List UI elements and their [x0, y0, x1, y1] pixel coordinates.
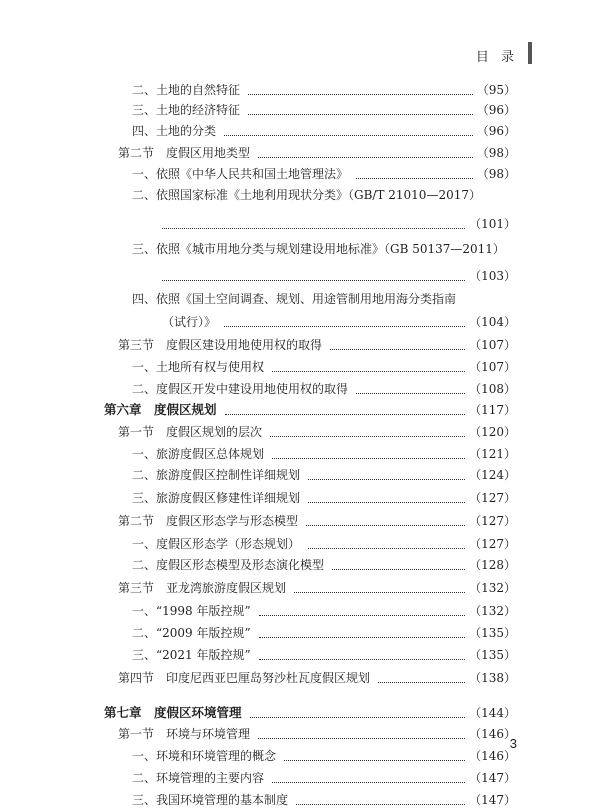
- toc-item-row[interactable]: [0, 488, 604, 508]
- toc-dot-leader: [224, 306, 465, 327]
- toc-entry-label: 二、“2009 年版控规”: [132, 626, 251, 640]
- toc-page-number: （107）: [469, 338, 516, 352]
- toc-dot-leader: [258, 137, 473, 158]
- toc-entry-label: 一、“1998 年版控规”: [132, 604, 251, 618]
- toc-page-number: （146）: [469, 749, 516, 763]
- toc-entry-label: 第三节 度假区建设用地使用权的取得: [118, 338, 323, 352]
- toc-entry-label: 二、土地的自然特征: [132, 83, 241, 97]
- toc-dot-leader: [248, 74, 473, 95]
- toc-page-number: （127）: [469, 491, 516, 505]
- toc-dot-leader: [162, 260, 465, 281]
- toc-page-number: （128）: [469, 558, 516, 572]
- toc-entry-label: 三、依照《城市用地分类与规划建设用地标准》（GB 50137—2011）: [132, 242, 505, 256]
- toc-page-number: （135）: [469, 626, 516, 640]
- toc-dot-leader: [308, 459, 465, 480]
- toc-page-number: （120）: [469, 425, 516, 439]
- toc-page-number: （135）: [469, 648, 516, 662]
- toc-entry-label: 一、依照《中华人民共和国土地管理法》: [132, 167, 349, 181]
- toc-item-row[interactable]: [0, 465, 604, 485]
- toc-page-number: （108）: [469, 382, 516, 396]
- toc-page-number: （147）: [469, 793, 516, 807]
- toc-item-row[interactable]: [0, 239, 604, 259]
- toc-entry-label: 一、环境和环境管理的概念: [132, 749, 277, 763]
- toc-dot-leader: [356, 158, 473, 179]
- toc-page-number: （121）: [469, 447, 516, 461]
- toc-page-number: （124）: [469, 468, 516, 482]
- toc-page-number: （127）: [469, 514, 516, 528]
- toc-section-row[interactable]: [0, 143, 604, 163]
- toc-item-row[interactable]: [0, 266, 604, 286]
- toc-page-number: （98）: [476, 146, 516, 160]
- toc-page-number: （98）: [476, 167, 516, 181]
- toc-dot-leader: [225, 394, 466, 415]
- toc-dot-leader: [296, 784, 465, 805]
- toc-page-number: （147）: [469, 771, 516, 785]
- page-number: 3: [509, 736, 517, 751]
- toc-entry-label: 第二节 度假区用地类型: [118, 146, 251, 160]
- toc-entry-label: 二、环境管理的主要内容: [132, 771, 265, 785]
- toc-dot-leader: [162, 208, 465, 229]
- toc-entry-label: 第四节 印度尼西亚巴厘岛努沙杜瓦度假区规划: [118, 671, 371, 685]
- toc-entry-label: 二、依照国家标准《土地利用现状分类》（GB/T 21010—2017）: [132, 188, 481, 202]
- toc-page-number: （144）: [469, 706, 516, 720]
- toc-page-number: （138）: [469, 671, 516, 685]
- toc-dot-leader: [356, 373, 465, 394]
- toc-dot-leader: [332, 549, 465, 570]
- toc-page-number: （107）: [469, 360, 516, 374]
- toc-page-number: （127）: [469, 537, 516, 551]
- toc-dot-leader: [378, 662, 465, 683]
- toc-item-row[interactable]: [0, 645, 604, 665]
- toc-entry-label: 三、我国环境管理的基本制度: [132, 793, 289, 807]
- toc-dot-leader: [270, 416, 465, 437]
- toc-page-number: （96）: [476, 124, 516, 138]
- toc-item-row[interactable]: [0, 790, 604, 810]
- toc-entry-label: 三、“2021 年版控规”: [132, 648, 251, 662]
- toc-entry-label: 第三节 亚龙湾旅游度假区规划: [118, 581, 287, 595]
- toc-entry-label: 一、土地所有权与使用权: [132, 360, 265, 374]
- toc-entry-label: 二、度假区形态模型及形态演化模型: [132, 558, 325, 572]
- toc-section-row[interactable]: [0, 668, 604, 688]
- toc-entry-label: 第二节 度假区形态学与形态模型: [118, 514, 299, 528]
- toc-dot-leader: [259, 639, 465, 660]
- toc-dot-leader: [306, 505, 465, 526]
- toc-dot-leader: [308, 482, 465, 503]
- toc-page-number: （95）: [476, 83, 516, 97]
- toc-dot-leader: [259, 617, 465, 638]
- toc-dot-leader: [294, 572, 465, 593]
- toc-page-number: （146）: [469, 727, 516, 741]
- toc-item-row[interactable]: [0, 164, 604, 184]
- toc-entry-label: 一、度假区形态学（形态规划）: [132, 537, 301, 551]
- toc-entry-label: 四、土地的分类: [132, 124, 217, 138]
- toc-entry-label: 二、旅游度假区控制性详细规划: [132, 468, 301, 482]
- toc-page-number: （117）: [469, 403, 516, 417]
- toc-item-row[interactable]: [0, 444, 604, 464]
- toc-entry-label: 三、旅游度假区修建性详细规划: [132, 491, 301, 505]
- toc-dot-leader: [272, 438, 465, 459]
- toc-entry-label: 第七章 度假区环境管理: [104, 705, 242, 720]
- toc-entry-label: 二、度假区开发中建设用地使用权的取得: [132, 382, 349, 396]
- toc-dot-leader: [250, 697, 466, 718]
- toc-dot-leader: [224, 115, 473, 136]
- running-header: 目 录: [475, 50, 518, 65]
- toc-entry-label: 第六章 度假区规划: [104, 402, 217, 417]
- toc-item-row[interactable]: [0, 312, 604, 332]
- toc-dot-leader: [248, 94, 473, 115]
- toc-page-number: （104）: [469, 315, 516, 329]
- toc-entry-label: 一、旅游度假区总体规划: [132, 447, 265, 461]
- toc-entry-label: （试行）》: [162, 315, 217, 329]
- toc-page-number: （132）: [469, 581, 516, 595]
- toc-page-number: （96）: [476, 103, 516, 117]
- toc-entry-label: 三、土地的经济特征: [132, 103, 241, 117]
- toc-item-row[interactable]: [0, 534, 604, 554]
- toc-page-number: （103）: [469, 269, 516, 283]
- toc-entry-label: 四、依照《国土空间调查、规划、用途管制用地用海分类指南: [132, 292, 457, 306]
- toc-dot-leader: [272, 351, 465, 372]
- toc-page-number: （101）: [469, 217, 516, 231]
- toc-dot-leader: [259, 595, 465, 616]
- toc-item-row[interactable]: [0, 357, 604, 377]
- toc-section-row[interactable]: [0, 511, 604, 531]
- toc-dot-leader: [258, 718, 465, 739]
- toc-dot-leader: [284, 740, 465, 761]
- toc-entry-label: 第一节 度假区规划的层次: [118, 425, 263, 439]
- toc-dot-leader: [308, 528, 465, 549]
- toc-dot-leader: [330, 329, 465, 350]
- toc-entry-label: 第一节 环境与环境管理: [118, 727, 251, 741]
- toc-dot-leader: [272, 762, 465, 783]
- toc-page-number: （132）: [469, 604, 516, 618]
- toc-item-row[interactable]: [0, 185, 604, 205]
- toc-item-row[interactable]: [0, 214, 604, 234]
